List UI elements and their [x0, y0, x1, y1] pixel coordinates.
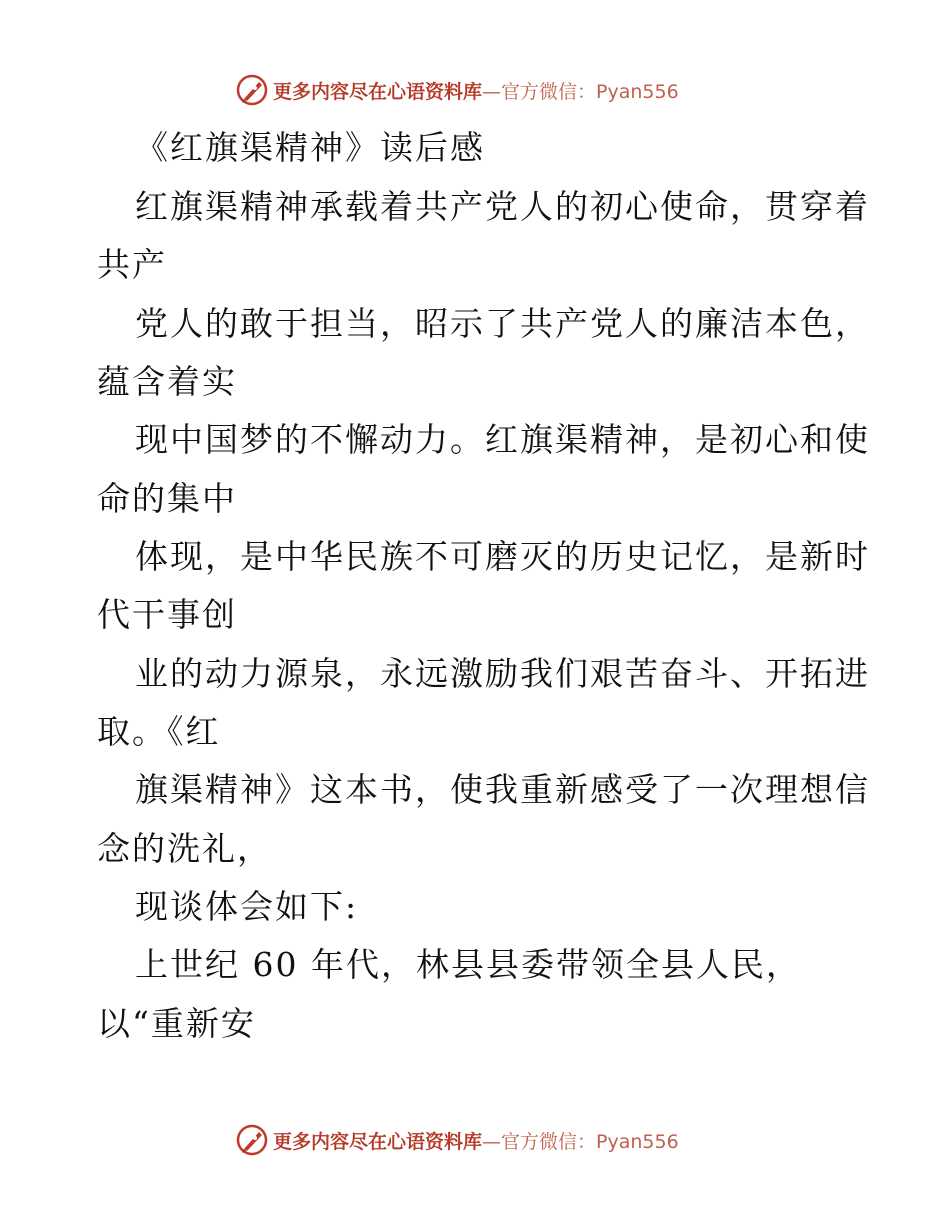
text-line: 红旗渠精神承载着共产党人的初心使命，贯穿着	[135, 187, 870, 226]
text-line: 共产	[97, 245, 167, 284]
pen-logo-icon	[235, 73, 269, 107]
text-line: 现谈体会如下:	[135, 887, 359, 926]
text-line: 现中国梦的不懈动力。红旗渠精神，是初心和使	[135, 420, 870, 459]
text-line: 蕴含着实	[97, 362, 237, 401]
text-line: 取。《红	[97, 712, 221, 751]
watermark-text: 更多内容尽在心语资料库—官方微信：Pyan556	[273, 1130, 679, 1153]
footer-watermark	[235, 1123, 679, 1157]
text-line: 念的洗礼，	[97, 829, 272, 868]
text-line: 上世纪 60 年代，林县县委带领全县人民，	[135, 945, 801, 984]
text-line: 旗渠精神》这本书，使我重新感受了一次理想信	[135, 770, 870, 809]
text-line: 体现，是中华民族不可磨灭的历史记忆，是新时	[135, 537, 870, 576]
document-title: 《红旗渠精神》读后感	[135, 128, 485, 167]
pen-logo-icon	[235, 1123, 269, 1157]
watermark-text: 更多内容尽在心语资料库—官方微信：Pyan556	[273, 80, 679, 103]
text-line: 命的集中	[97, 479, 237, 518]
text-line: 代干事创	[97, 595, 237, 634]
text-line: 业的动力源泉，永远激励我们艰苦奋斗、开拓进	[135, 654, 870, 693]
text-line: 党人的敢于担当，昭示了共产党人的廉洁本色，	[135, 304, 870, 343]
header-watermark	[235, 73, 679, 107]
text-line: 以“重新安	[97, 1004, 256, 1043]
